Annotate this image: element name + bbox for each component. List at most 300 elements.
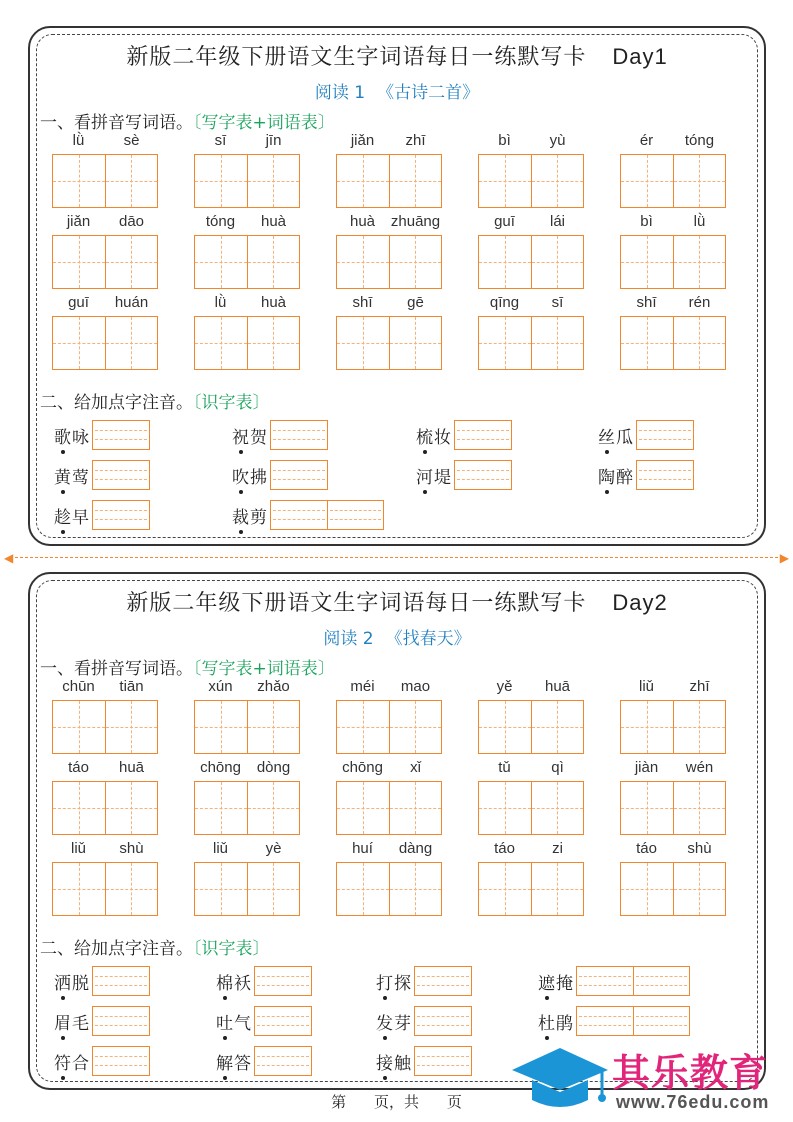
tianzige-writing-grid[interactable] (478, 700, 584, 754)
answer-cell[interactable] (255, 967, 311, 995)
zhuyin-item (598, 460, 694, 490)
zhuyin-word: 吐气 (216, 1013, 252, 1034)
pinyin-syllable: huā (118, 759, 145, 776)
emphasis-dot-icon (545, 996, 549, 1000)
pinyin-labels (478, 840, 584, 862)
pinyin-word-item (194, 213, 300, 289)
pinyin-answer-box[interactable] (92, 966, 150, 996)
writing-cell[interactable] (53, 782, 105, 834)
pinyin-syllable: lǜ (214, 294, 227, 311)
writing-cell[interactable] (247, 701, 300, 753)
tianzige-writing-grid[interactable] (336, 235, 442, 289)
pinyin-syllable: yè (265, 840, 282, 857)
answer-cell[interactable] (93, 501, 149, 529)
pinyin-word-item (620, 132, 726, 208)
writing-cell[interactable] (105, 701, 158, 753)
tianzige-writing-grid[interactable] (620, 316, 726, 370)
pinyin-answer-box[interactable] (414, 1046, 472, 1076)
answer-cell[interactable] (415, 1007, 471, 1035)
tianzige-writing-grid[interactable] (52, 235, 158, 289)
pinyin-labels (52, 678, 158, 700)
pinyin-answer-box[interactable] (414, 966, 472, 996)
tianzige-writing-grid[interactable] (194, 862, 300, 916)
pinyin-syllable: bì (640, 213, 653, 230)
pinyin-syllable: tǔ (498, 759, 511, 776)
writing-cell[interactable] (389, 317, 442, 369)
emphasis-dot-icon (223, 1036, 227, 1040)
pinyin-word-item (52, 678, 158, 754)
zhuyin-item (216, 966, 312, 996)
section-label: 二、给加点字注音。 (40, 393, 193, 413)
pinyin-labels (194, 132, 300, 154)
pinyin-syllable: jiǎn (350, 132, 375, 149)
tianzige-writing-grid[interactable] (194, 781, 300, 835)
pinyin-answer-box[interactable] (92, 1046, 150, 1076)
tianzige-writing-grid[interactable] (478, 781, 584, 835)
emphasis-dot-icon (383, 996, 387, 1000)
writing-cell[interactable] (105, 236, 158, 288)
section-pinyin-heading (40, 654, 335, 679)
writing-cell[interactable] (389, 782, 442, 834)
answer-cell[interactable] (327, 501, 383, 529)
writing-cell[interactable] (531, 317, 584, 369)
zhuyin-item (538, 1006, 690, 1036)
pinyin-answer-box[interactable] (636, 460, 694, 490)
writing-cell[interactable] (673, 236, 726, 288)
pinyin-syllable: wén (685, 759, 714, 776)
pinyin-labels (194, 759, 300, 781)
day-label: Day1 (612, 44, 668, 69)
pinyin-labels (620, 213, 726, 235)
pinyin-labels (620, 759, 726, 781)
answer-cell[interactable] (577, 1007, 633, 1035)
arrow-right-icon: ▶ (779, 551, 789, 565)
writing-cell[interactable] (195, 782, 247, 834)
reading-number: 阅读 1 (314, 83, 366, 103)
answer-cell[interactable] (637, 421, 693, 449)
pinyin-word-item (336, 294, 442, 370)
practice-card-day1 (28, 26, 766, 546)
zhuyin-word: 棉袄 (216, 973, 252, 994)
answer-cell[interactable] (637, 461, 693, 489)
pinyin-labels (194, 678, 300, 700)
writing-cell[interactable] (531, 863, 584, 915)
answer-cell[interactable] (415, 967, 471, 995)
answer-cell[interactable] (633, 1007, 689, 1035)
footer-page-label: 第 (331, 1093, 347, 1111)
zhuyin-item (54, 420, 150, 450)
tianzige-writing-grid[interactable] (336, 154, 442, 208)
pinyin-syllable: zhǎo (257, 678, 290, 695)
tianzige-writing-grid[interactable] (620, 781, 726, 835)
section-label: 一、看拼音写词语。 (40, 659, 193, 679)
pinyin-syllable: yù (549, 132, 566, 149)
pinyin-answer-box[interactable] (92, 500, 150, 530)
brand-logo (510, 1040, 790, 1116)
emphasis-dot-icon (61, 996, 65, 1000)
emphasis-dot-icon (605, 450, 609, 454)
emphasis-dot-icon (61, 450, 65, 454)
pinyin-syllable: chōng (342, 759, 383, 776)
pinyin-labels (620, 678, 726, 700)
answer-cell[interactable] (255, 1047, 311, 1075)
section-zhuyin-heading (40, 934, 270, 959)
writing-cell[interactable] (337, 317, 389, 369)
footer-page-suffix: 页 (446, 1093, 462, 1111)
tianzige-writing-grid[interactable] (336, 700, 442, 754)
pinyin-answer-box[interactable] (92, 460, 150, 490)
section-tag: 〔写字表+词语表〕 (193, 113, 335, 133)
reading-number: 阅读 2 (323, 629, 374, 649)
answer-cell[interactable] (93, 967, 149, 995)
writing-cell[interactable] (673, 155, 726, 207)
pinyin-labels (52, 294, 158, 316)
zhuyin-word: 趁早 (54, 507, 90, 528)
pinyin-syllable: táo (494, 840, 515, 857)
writing-cell[interactable] (53, 155, 105, 207)
tianzige-writing-grid[interactable] (478, 862, 584, 916)
pinyin-syllable: chōng (200, 759, 241, 776)
pinyin-word-item (52, 759, 158, 835)
pinyin-word-item (52, 840, 158, 916)
tianzige-writing-grid[interactable] (52, 154, 158, 208)
section-tag: 〔识字表〕 (193, 393, 270, 413)
writing-cell[interactable] (247, 782, 300, 834)
writing-cell[interactable] (105, 317, 158, 369)
zhuyin-word: 河堤 (416, 467, 452, 488)
writing-cell[interactable] (389, 155, 442, 207)
writing-cell[interactable] (621, 317, 673, 369)
zhuyin-item (54, 460, 150, 490)
pinyin-syllable: liǔ (212, 840, 228, 857)
zhuyin-item (232, 420, 328, 450)
zhuyin-item (232, 460, 328, 490)
writing-cell[interactable] (531, 236, 584, 288)
title-text: 新版二年级下册语文生字词语每日一练默写卡 (126, 45, 587, 70)
brand-name: 其乐教育 (612, 1051, 769, 1095)
pinyin-syllable: zhuāng (390, 213, 441, 230)
pinyin-syllable: guī (494, 213, 515, 230)
pinyin-labels (52, 213, 158, 235)
pinyin-syllable: ér (639, 132, 654, 149)
pinyin-syllable: zhī (689, 678, 710, 695)
pinyin-word-item (478, 759, 584, 835)
pinyin-syllable: shī (352, 294, 373, 311)
pinyin-syllable: liǔ (638, 678, 654, 695)
tianzige-writing-grid[interactable] (194, 700, 300, 754)
pinyin-answer-box[interactable] (576, 1006, 690, 1036)
writing-cell[interactable] (479, 317, 531, 369)
pinyin-syllable: chūn (62, 678, 95, 695)
tianzige-writing-grid[interactable] (194, 154, 300, 208)
pinyin-labels (336, 132, 442, 154)
writing-cell[interactable] (531, 782, 584, 834)
cut-line (10, 557, 783, 558)
zhuyin-item (54, 500, 150, 530)
writing-cell[interactable] (621, 701, 673, 753)
lesson-subtitle (30, 78, 764, 103)
pinyin-syllable: xún (208, 678, 233, 695)
pinyin-syllable: lǜ (72, 132, 85, 149)
writing-cell[interactable] (53, 701, 105, 753)
pinyin-answer-box[interactable] (270, 460, 328, 490)
writing-cell[interactable] (673, 701, 726, 753)
tianzige-writing-grid[interactable] (52, 700, 158, 754)
pinyin-word-item (336, 132, 442, 208)
pinyin-syllable: tiān (119, 678, 144, 695)
pinyin-word-item (620, 759, 726, 835)
title-text: 新版二年级下册语文生字词语每日一练默写卡 (126, 591, 587, 616)
pinyin-syllable: huí (352, 840, 373, 857)
section-tag: 〔写字表+词语表〕 (193, 659, 335, 679)
pinyin-labels (478, 132, 584, 154)
writing-cell[interactable] (621, 155, 673, 207)
pinyin-labels (478, 213, 584, 235)
tianzige-writing-grid[interactable] (620, 154, 726, 208)
pinyin-syllable: jiàn (634, 759, 659, 776)
tianzige-writing-grid[interactable] (478, 154, 584, 208)
pinyin-syllable: tóng (205, 213, 236, 230)
tianzige-writing-grid[interactable] (620, 862, 726, 916)
pinyin-word-item (478, 213, 584, 289)
zhuyin-word: 符合 (54, 1053, 90, 1074)
card-title (30, 40, 764, 71)
pinyin-answer-box[interactable] (576, 966, 690, 996)
pinyin-labels (336, 678, 442, 700)
pinyin-word-item (194, 840, 300, 916)
writing-cell[interactable] (479, 155, 531, 207)
tianzige-writing-grid[interactable] (336, 862, 442, 916)
zhuyin-word: 吹拂 (232, 467, 268, 488)
answer-cell[interactable] (455, 461, 511, 489)
pinyin-syllable: dòng (256, 759, 291, 776)
writing-cell[interactable] (53, 863, 105, 915)
tianzige-writing-grid[interactable] (620, 235, 726, 289)
pinyin-answer-box[interactable] (454, 420, 512, 450)
writing-cell[interactable] (621, 782, 673, 834)
writing-cell[interactable] (195, 236, 247, 288)
emphasis-dot-icon (223, 996, 227, 1000)
pinyin-syllable: huà (260, 294, 287, 311)
zhuyin-item (416, 420, 512, 450)
writing-cell[interactable] (337, 236, 389, 288)
writing-cell[interactable] (337, 701, 389, 753)
writing-cell[interactable] (53, 236, 105, 288)
writing-cell[interactable] (479, 863, 531, 915)
pinyin-word-item (336, 213, 442, 289)
pinyin-syllable: jīn (265, 132, 282, 149)
tianzige-writing-grid[interactable] (52, 862, 158, 916)
writing-cell[interactable] (53, 317, 105, 369)
pinyin-labels (52, 132, 158, 154)
writing-cell[interactable] (247, 863, 300, 915)
writing-cell[interactable] (479, 236, 531, 288)
pinyin-word-item (194, 294, 300, 370)
pinyin-answer-box[interactable] (254, 1006, 312, 1036)
pinyin-syllable: zhī (405, 132, 426, 149)
pinyin-labels (620, 294, 726, 316)
emphasis-dot-icon (61, 530, 65, 534)
pinyin-syllable: sè (123, 132, 140, 149)
pinyin-syllable: yě (496, 678, 513, 695)
writing-cell[interactable] (673, 317, 726, 369)
arrow-left-icon: ◀ (4, 551, 14, 565)
zhuyin-item (538, 966, 690, 996)
pinyin-answer-box[interactable] (414, 1006, 472, 1036)
writing-cell[interactable] (389, 701, 442, 753)
answer-cell[interactable] (271, 421, 327, 449)
pinyin-labels (194, 840, 300, 862)
practice-card-day2 (28, 572, 766, 1090)
writing-cell[interactable] (105, 863, 158, 915)
answer-cell[interactable] (93, 421, 149, 449)
answer-cell[interactable] (93, 1007, 149, 1035)
footer-total-label: 页，共 (373, 1093, 419, 1111)
emphasis-dot-icon (61, 1036, 65, 1040)
pinyin-syllable: rén (688, 294, 711, 311)
emphasis-dot-icon (545, 1036, 549, 1040)
pinyin-word-item (52, 213, 158, 289)
section-label: 二、给加点字注音。 (40, 939, 193, 959)
tianzige-writing-grid[interactable] (336, 781, 442, 835)
pinyin-labels (336, 294, 442, 316)
pinyin-answer-box[interactable] (636, 420, 694, 450)
pinyin-syllable: liǔ (70, 840, 86, 857)
answer-cell[interactable] (93, 461, 149, 489)
emphasis-dot-icon (61, 1076, 65, 1080)
writing-cell[interactable] (479, 701, 531, 753)
zhuyin-word: 洒脱 (54, 973, 90, 994)
zhuyin-item (376, 966, 472, 996)
section-pinyin-heading (40, 108, 335, 133)
answer-cell[interactable] (415, 1047, 471, 1075)
pinyin-syllable: shī (636, 294, 657, 311)
writing-cell[interactable] (389, 863, 442, 915)
zhuyin-word: 接触 (376, 1053, 412, 1074)
zhuyin-item (376, 1006, 472, 1036)
tianzige-writing-grid[interactable] (194, 316, 300, 370)
writing-cell[interactable] (673, 863, 726, 915)
writing-cell[interactable] (195, 155, 247, 207)
emphasis-dot-icon (605, 490, 609, 494)
zhuyin-word: 陶醉 (598, 467, 634, 488)
answer-cell[interactable] (633, 967, 689, 995)
pinyin-syllable: gē (407, 294, 424, 311)
pinyin-syllable: zi (552, 840, 563, 857)
writing-cell[interactable] (195, 863, 247, 915)
pinyin-syllable: jiǎn (66, 213, 91, 230)
zhuyin-word: 黄莺 (54, 467, 90, 488)
writing-cell[interactable] (105, 782, 158, 834)
writing-cell[interactable] (247, 155, 300, 207)
pinyin-syllable: qì (551, 759, 564, 776)
tianzige-writing-grid[interactable] (336, 316, 442, 370)
writing-cell[interactable] (531, 155, 584, 207)
pinyin-syllable: huā (544, 678, 571, 695)
emphasis-dot-icon (383, 1076, 387, 1080)
zhuyin-word: 遮掩 (538, 973, 574, 994)
zhuyin-word: 梳妆 (416, 427, 452, 448)
zhuyin-word: 解答 (216, 1053, 252, 1074)
zhuyin-item (54, 1006, 150, 1036)
writing-cell[interactable] (337, 155, 389, 207)
emphasis-dot-icon (239, 490, 243, 494)
pinyin-syllable: sī (214, 132, 227, 149)
pinyin-answer-box[interactable] (92, 1006, 150, 1036)
pinyin-syllable: bì (498, 132, 511, 149)
answer-cell[interactable] (455, 421, 511, 449)
writing-cell[interactable] (247, 317, 300, 369)
tianzige-writing-grid[interactable] (52, 316, 158, 370)
writing-cell[interactable] (531, 701, 584, 753)
pinyin-answer-box[interactable] (92, 420, 150, 450)
pinyin-syllable: shù (119, 840, 144, 857)
writing-cell[interactable] (621, 863, 673, 915)
pinyin-syllable: mao (400, 678, 431, 695)
pinyin-word-item (478, 294, 584, 370)
pinyin-word-item (194, 759, 300, 835)
writing-cell[interactable] (247, 236, 300, 288)
zhuyin-word: 歌咏 (54, 427, 90, 448)
writing-cell[interactable] (195, 701, 247, 753)
pinyin-answer-box[interactable] (270, 500, 384, 530)
pinyin-answer-box[interactable] (270, 420, 328, 450)
zhuyin-item (216, 1006, 312, 1036)
answer-cell[interactable] (577, 967, 633, 995)
pinyin-word-item (52, 294, 158, 370)
writing-cell[interactable] (389, 236, 442, 288)
writing-cell[interactable] (337, 863, 389, 915)
emphasis-dot-icon (239, 450, 243, 454)
pinyin-syllable: dàng (398, 840, 433, 857)
pinyin-syllable: shù (687, 840, 712, 857)
answer-cell[interactable] (271, 461, 327, 489)
pinyin-answer-box[interactable] (254, 1046, 312, 1076)
zhuyin-item (416, 460, 512, 490)
tianzige-writing-grid[interactable] (478, 235, 584, 289)
pinyin-syllable: huà (260, 213, 287, 230)
writing-cell[interactable] (195, 317, 247, 369)
emphasis-dot-icon (423, 490, 427, 494)
pinyin-word-item (478, 678, 584, 754)
pinyin-labels (336, 759, 442, 781)
answer-cell[interactable] (93, 1047, 149, 1075)
writing-cell[interactable] (621, 236, 673, 288)
card-title (30, 586, 764, 617)
writing-cell[interactable] (479, 782, 531, 834)
answer-cell[interactable] (271, 501, 327, 529)
pinyin-syllable: huà (349, 213, 376, 230)
pinyin-word-item (620, 213, 726, 289)
pinyin-answer-box[interactable] (254, 966, 312, 996)
writing-cell[interactable] (673, 782, 726, 834)
writing-cell[interactable] (337, 782, 389, 834)
zhuyin-item (232, 500, 384, 530)
zhuyin-item (216, 1046, 312, 1076)
tianzige-writing-grid[interactable] (620, 700, 726, 754)
tianzige-writing-grid[interactable] (194, 235, 300, 289)
tianzige-writing-grid[interactable] (52, 781, 158, 835)
writing-cell[interactable] (105, 155, 158, 207)
pinyin-syllable: méi (350, 678, 375, 695)
tianzige-writing-grid[interactable] (478, 316, 584, 370)
answer-cell[interactable] (255, 1007, 311, 1035)
section-tag: 〔识字表〕 (193, 939, 270, 959)
zhuyin-word: 丝瓜 (598, 427, 634, 448)
pinyin-syllable: qīng (489, 294, 520, 311)
pinyin-answer-box[interactable] (454, 460, 512, 490)
pinyin-word-item (620, 678, 726, 754)
